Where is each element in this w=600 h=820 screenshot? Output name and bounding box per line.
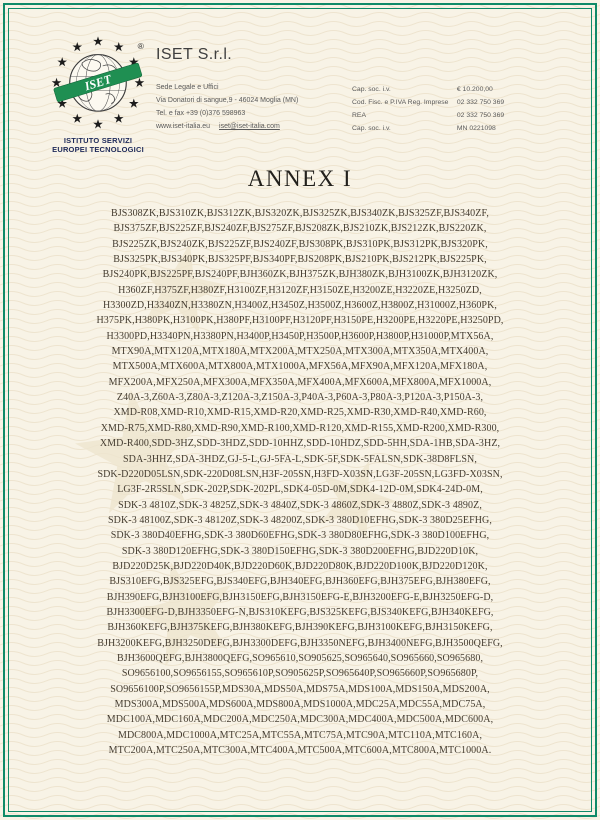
- website-link: www.iset-italia.eu: [156, 123, 211, 130]
- address-line: Via Donatori di sangue,9 - 46024 Moglia (MN): [156, 97, 299, 104]
- email-link[interactable]: iset@iset-italia.com: [219, 123, 280, 130]
- org-name-line1: ISTITUTO SERVIZI: [63, 136, 133, 145]
- code-line: XMD-R400,SDD-3HZ,SDD-3HDZ,SDD-10HHZ,SDD-10HDZ,SDD-5HH,SDA-1HB,SDA-3HZ,: [99, 438, 501, 450]
- code-line: BJH390EFG,BJH3100EFG,BJH3150EFG,BJH3150EFG-E,BJH3200EFG-E,BJH3250EFG-D,: [106, 591, 494, 603]
- org-name: [36, 136, 160, 154]
- code-line: BJD220D25K,BJD220D40K,BJD220D60K,BJD220D80K,BJD220D100K,BJD220D120K,: [112, 560, 488, 572]
- code-line: SDK-3 380D120EFHG,SDK-3 380D150EFHG,SDK-3 380D200EFHG,BJD220D10K,: [121, 545, 479, 557]
- registry-value: 02 332 750 369: [456, 99, 505, 106]
- code-line: MFX200A,MFX250A,MFX300A,MFX350A,MFX400A,MFX600A,MFX800A,MFX1000A,: [108, 376, 492, 388]
- code-line: MDC100A,MDC160A,MDC200A,MDC250A,MDC300A,MDC400A,MDC500A,MDC600A,: [106, 714, 494, 726]
- registry-label: Cod. Fisc. e P.IVA Reg. Imprese: [352, 99, 449, 106]
- code-line: BJS225ZK,BJS240ZK,BJS225ZF,BJS240ZF,BJS308PK,BJS310PK,BJS312PK,BJS320PK,: [112, 238, 488, 250]
- code-line: H3300PD,H3340PN,H3380PN,H3400P,H3450P,H3500P,H3600P,H3800P,H31000P,MTX56A,: [106, 330, 494, 342]
- code-line: BJS375ZF,BJS225ZF,BJS240ZF,BJS275ZF,BJS208ZK,BJS210ZK,BJS212ZK,BJS220ZK,: [113, 223, 487, 235]
- product-code-list: [30, 206, 570, 758]
- code-line: BJH3200KEFG,BJH3250DEFG,BJH3300DEFG,BJH3350NEFG,BJH3400NEFG,BJH3500QEFG,: [97, 637, 503, 649]
- code-line: BJS325PK,BJS340PK,BJS325PF,BJS340PF,BJS208PK,BJS210PK,BJS212PK,BJS225PK,: [113, 254, 487, 266]
- registry-label: REA: [352, 112, 366, 119]
- org-name-line2: EUROPEI TECNOLOGICI: [52, 145, 144, 154]
- code-line: BJH3300EFG-D,BJH3350EFG-N,BJS310KEFG,BJS325KEFG,BJS340KEFG,BJH340KEFG,: [106, 606, 494, 618]
- iset-globe-emblem: [46, 32, 150, 130]
- code-line: BJS310EFG,BJS325EFG,BJS340EFG,BJH340EFG,BJH360EFG,BJH375EFG,BJH380EFG,: [109, 576, 491, 588]
- code-line: SO9656100P,SO9656155P,MDS30A,MDS50A,MDS75A,MDS100A,MDS150A,MDS200A,: [110, 683, 490, 695]
- registry-value: MN 0221098: [456, 125, 496, 132]
- code-line: BJS240PK,BJS225PF,BJS240PF,BJH360ZK,BJH375ZK,BJH380ZK,BJH3100ZK,BJH3120ZK,: [102, 269, 498, 281]
- registry-row: [352, 96, 567, 109]
- address-line: Sede Legale e Uffici: [156, 84, 219, 91]
- registry-value: 02 332 750 369: [456, 112, 505, 119]
- address-block: [156, 81, 298, 120]
- code-line: MDS300A,MDS500A,MDS600A,MDS800A,MDS1000A,MDC25A,MDC55A,MDC75A,: [114, 699, 486, 710]
- company-registry: [352, 83, 567, 135]
- code-line: H3300ZD,H3340ZN,H3380ZN,H3400Z,H3450Z,H3500Z,H3600Z,H3800Z,H31000Z,H360PK,: [102, 300, 498, 312]
- registry-label: Cap. soc. i.v.: [352, 125, 391, 132]
- code-line: MTX500A,MTX600A,MTX800A,MTX1000A,MFX56A,MFX90A,MFX120A,MFX180A,: [112, 361, 488, 373]
- code-line: MTX90A,MTX120A,MTX180A,MTX200A,MTX250A,MTX300A,MTX350A,MTX400A,: [111, 346, 489, 358]
- code-line: XMD-R75,XMD-R80,XMD-R90,XMD-R100,XMD-R120,XMD-R155,XMD-R200,XMD-R300,: [100, 422, 500, 434]
- registry-row: [352, 122, 567, 135]
- code-line: SDK-3 380D40EFHG,SDK-3 380D60EFHG,SDK-3 380D80EFHG,SDK-3 380D100EFHG,: [110, 530, 490, 542]
- annex-title: ANNEX I: [247, 166, 353, 191]
- contact-line: [156, 120, 298, 133]
- code-line: BJH360KEFG,BJH375KEFG,BJH380KEFG,BJH390KEFG,BJH3100KEFG,BJH3150KEFG,: [107, 622, 493, 634]
- code-line: LG3F-2R5SLN,SDK-202P,SDK-202PL,SDK4-05D-0M,SDK4-12D-0M,SDK4-24D-0M,: [117, 484, 483, 496]
- registry-row: [352, 109, 567, 122]
- code-line: SDK-3 4810Z,SDK-3 4825Z,SDK-3 4840Z,SDK-3 4860Z,SDK-3 4880Z,SDK-3 4890Z,: [118, 499, 482, 511]
- code-line: SDK-D220D05LSN,SDK-220D08LSN,H3F-205SN,H3FD-X03SN,LG3F-205SN,LG3FD-X03SN,: [97, 468, 503, 480]
- code-line: Z40A-3,Z60A-3,Z80A-3,Z120A-3,Z150A-3,P40A-3,P60A-3,P80A-3,P120A-3,P150A-3,: [116, 392, 484, 404]
- iset-logo: [36, 32, 160, 154]
- company-name: ISET S.r.l.: [156, 46, 233, 63]
- code-line: SO9656100,SO9656155,SO965610P,SO905625P,SO965640P,SO965660P,SO965680P,: [121, 668, 479, 680]
- address-line: Tel. e fax +39 (0)376 598963: [156, 110, 246, 117]
- code-line: XMD-R08,XMD-R10,XMD-R15,XMD-R20,XMD-R25,XMD-R30,XMD-R40,XMD-R60,: [113, 407, 487, 419]
- banner-text: ISET: [82, 71, 114, 94]
- code-line: MTC200A,MTC250A,MTC300A,MTC400A,MTC500A,MTC600A,MTC800A,MTC1000A.: [108, 745, 492, 757]
- registry-value: € 10.200,00: [456, 86, 493, 93]
- code-line: MDC800A,MDC1000A,MTC25A,MTC55A,MTC75A,MTC90A,MTC110A,MTC160A,: [117, 729, 483, 741]
- code-line: H375PK,H380PK,H3100PK,H380PF,H3100PF,H3120PF,H3150PE,H3200PE,H3220PE,H3250PD,: [96, 315, 504, 327]
- code-line: SDK-3 48100Z,SDK-3 48120Z,SDK-3 48200Z,SDK-3 380D10EFHG,SDK-3 380D25EFHG,: [108, 514, 492, 526]
- registered-mark: ®: [137, 40, 144, 51]
- registry-label: Cap. soc. i.v.: [352, 86, 391, 93]
- code-line: SDA-3HHZ,SDA-3HDZ,GJ-5-L,GJ-5FA-L,SDK-5F,SDK-5FALSN,SDK-38D8FLSN,: [123, 453, 477, 465]
- code-line: BJS308ZK,BJS310ZK,BJS312ZK,BJS320ZK,BJS325ZK,BJS340ZK,BJS325ZF,BJS340ZF,: [111, 208, 489, 219]
- code-line: BJH3600QEFG,BJH3800QEFG,SO965610,SO905625,SO965640,SO965660,SO965680,: [116, 652, 484, 664]
- code-line: H360ZF,H375ZF,H380ZF,H3100ZF,H3120ZF,H3150ZE,H3200ZE,H3220ZE,H3250ZD,: [118, 284, 482, 296]
- company-header: [156, 46, 298, 133]
- registry-row: [352, 83, 567, 96]
